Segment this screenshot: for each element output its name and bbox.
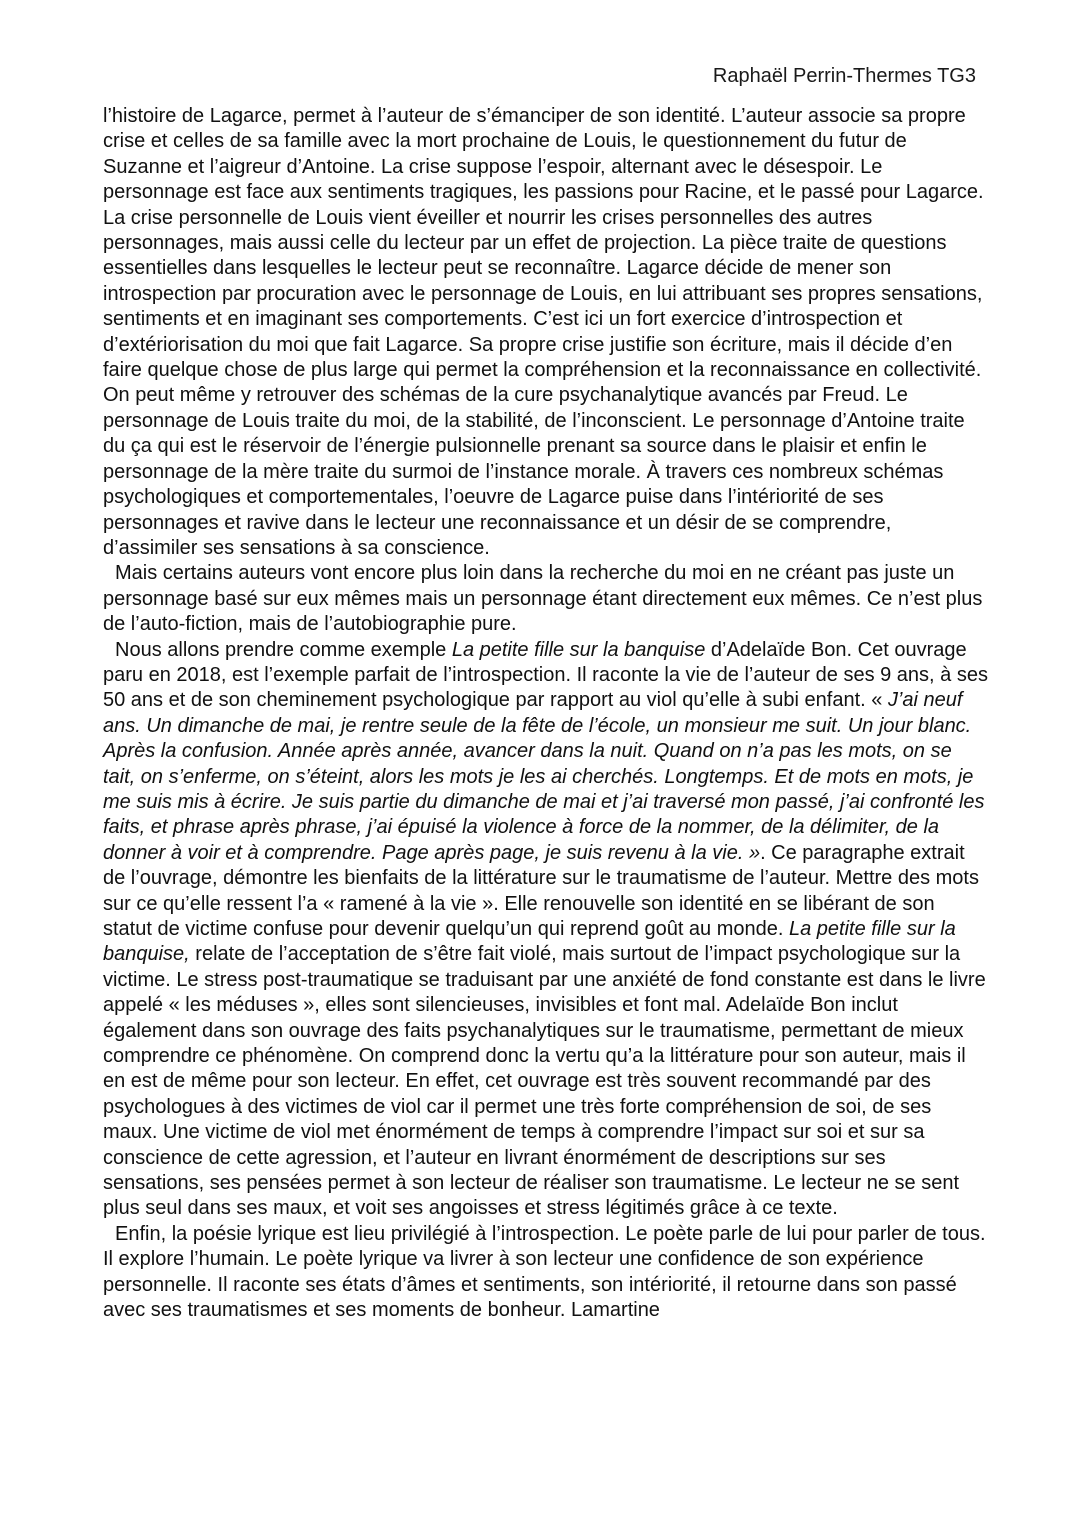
book-title: La petite fille sur la banquise xyxy=(451,638,706,661)
paragraph-adelaide-bon xyxy=(103,638,988,1222)
p3-after-quote: . Ce paragraphe extrait de l’ouvrage, démontre les bienfaits de la littérature sur le traumatisme de l’auteur. Mettre des mots sur ce qu’elle ressent l’a « ramené à la vie ». Elle renouvelle son identité en se libérant de son statut de victime confuse pour devenir quelqu’un qui reprend goût au monde. xyxy=(103,841,979,940)
book-title-2: La petite fille sur la banquise, xyxy=(103,918,956,966)
essay-body xyxy=(103,104,988,1324)
paragraph-autobiography: Mais certains auteurs vont encore plus loin dans la recherche du moi en ne créant pas juste un personnage basé sur eux mêmes mais un personnage étant directement eux mêmes. Ce n’est plus de l’auto-fiction, mais de l’autobiographie pure. xyxy=(103,562,983,636)
p3-ending: relate de l’acceptation de s’être fait violé, mais surtout de l’impact psychologique sur la victime. Le stress post-traumatique se traduisant par une anxiété de fond constante est dans le livre appelé « les méduses », elles sont silencieuses, invisibles et font mal. Adelaïde Bon inclut également dans son ouvrage des faits psychanalytiques sur le traumatisme, permettant de mieux comprendre ce phénomène. On comprend donc la vertu qu’a la littérature pour son auteur, mais il en est de même pour son lecteur. En effet, cet ouvrage est très souvent recommandé par des psychologues à des victimes de viol car il permet une très forte compréhension de soi, de ses maux. Une victime de viol met énormément de temps à comprendre l’impact sur soi et sur sa conscience de cette agression, et l’auteur en livrant énormément de descriptions sur ses sensations, ses pensées permet à son lecteur de réaliser son traumatisme. Le lecteur ne se sent plus seul dans ses maux, et voit ses angoisses et stress légitimés grâce à ce texte. xyxy=(103,943,986,1220)
paragraph-lagarce: l’histoire de Lagarce, permet à l’auteur de s’émanciper de son identité. L’auteur associe sa propre crise et celles de sa famille avec la mort prochaine de Louis, le questionnement du futur de Suzanne et l’aigreur d’Antoine. La crise suppose l’espoir, alternant avec le désespoir. Le personnage est face aux sentiments tragiques, les passions pour Racine, et le passé pour Lagarce. La crise personnelle de Louis vient éveiller et nourrir les crises personnelles des autres personnages, mais aussi celle du lecteur par un effet de projection. La pièce traite de questions essentielles dans lesquelles le lecteur peut se reconnaître. Lagarce décide de mener son introspection par procuration avec le personnage de Louis, en lui attribuant ses propres sensations, sentiments et en imaginant ses comportements. C’est ici un fort exercice d’introspection et d’extériorisation du moi que fait Lagarce. Sa propre crise justifie son écriture, mais il décide d’en faire quelque chose de plus large qui permet la compréhension et la reconnaissance en collectivité. On peut même y retrouver des schémas de la cure psychanalytique avancés par Freud. Le personnage de Louis traite du moi, de la stabilité, de l’inconscient. Le personnage d’Antoine traite du ça qui est le réservoir de l’énergie pulsionnelle prenant sa source dans le plaisir et enfin le personnage de la mère traite du surmoi de l’instance morale. À travers ces nombreux schémas psychologiques et comportementales, l’oeuvre de Lagarce puise dans l’intériorité de ses personnages et ravive dans le lecteur une reconnaissance et un désir de se comprendre, d’assimiler ses sensations à sa conscience. xyxy=(103,105,984,559)
p3-intro: Nous allons prendre comme exemple xyxy=(115,638,452,661)
p3-after-title: d’Adelaïde Bon. Cet ouvrage paru en 2018, est l’exemple parfait de l’introspection. Il raconte la vie de l’auteur de ses 9 ans, à ses 50 ans et de son cheminement psychologique par rapport au viol qu’elle à subi enfant. « xyxy=(103,638,988,712)
author-header: Raphaël Perrin-Thermes TG3 xyxy=(712,65,976,87)
paragraph-lyric-poetry: Enfin, la poésie lyrique est lieu privilégié à l’introspection. Le poète parle de lui pour parler de tous. Il explore l’humain. Le poète lyrique va livrer à son lecteur une confidence de son expérience personnelle. Il raconte ses états d’âmes et sentiments, son intériorité, il retourne dans son passé avec ses traumatismes et ses moments de bonheur. Lamartine xyxy=(103,1222,986,1322)
book-quote: J’ai neuf ans. Un dimanche de mai, je rentre seule de la fête de l’école, un monsieur me suit. Un jour blanc. Après la confusion. Année après année, avancer dans la nuit. Quand on n’a pas les mots, on se tait, on s’enferme, on s’éteint, alors les mots je les ai cherchés. Longtemps. Et de mots en mots, je me suis mis à écrire. Je suis partie du dimanche de mai et j’ai traversé mon passé, j’ai confronté les faits, et phrase après phrase, j’ai épuisé la violence à force de la nommer, de la délimiter, de la donner à voir et à comprendre. Page après page, je suis revenu à la vie. » xyxy=(103,689,985,864)
